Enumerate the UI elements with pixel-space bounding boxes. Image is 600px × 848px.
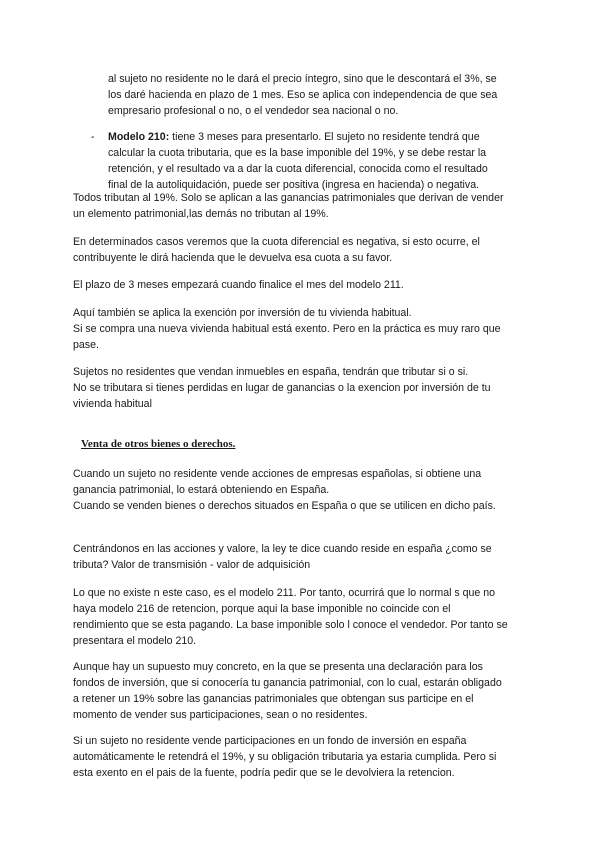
text-line: Si un sujeto no residente vende participaciones en un fondo de inversión en españa <box>73 735 467 747</box>
bullet-bold-label: Modelo 210: <box>108 131 170 143</box>
text-line <box>108 129 533 145</box>
text-line: momento de vender sus participaciones, sean o no residentes. <box>73 709 368 721</box>
paragraph-cuota-diferencial <box>73 234 533 266</box>
continuation-paragraph <box>108 71 533 119</box>
text-line: En determinados casos veremos que la cuota diferencial es negativa, si esto ocurre, el <box>73 236 480 248</box>
text-line: un elemento patrimonial,las demás no tributan al 19%. <box>73 208 329 220</box>
paragraph-centrandonos <box>73 541 533 573</box>
text-line: ganancia patrimonial, lo estará obteniendo en España. <box>73 484 330 496</box>
paragraph-acciones <box>73 466 533 514</box>
section-heading: Venta de otros bienes o derechos. <box>81 438 236 450</box>
text-line: los daré hacienda en plazo de 1 mes. Eso se aplica con independencia de que sea <box>108 89 498 101</box>
text-line: tributa? Valor de transmisión - valor de adquisición <box>73 559 311 571</box>
paragraph-supuesto-fondos <box>73 659 533 723</box>
text-line: retención, y el resultado va a dar la cuota diferencial, conocida como el resultado <box>108 163 488 175</box>
text-line: Cuando se venden bienes o derechos situados en España o que se utilicen en dicho país. <box>73 500 496 512</box>
paragraph-fondo-inversion <box>73 733 533 781</box>
paragraph-exencion <box>73 305 533 353</box>
text-line: Centrándonos en las acciones y valore, la ley te dice cuando reside en españa ¿como se <box>73 543 492 555</box>
text-line: automáticamente le retendrá el 19%, y su obligación tributaria ya estaria cumplida. Pero si <box>73 751 497 763</box>
paragraph-todos-tributan <box>73 190 533 222</box>
paragraph-sujetos-inmuebles <box>73 364 533 412</box>
text-line: El plazo de 3 meses empezará cuando finalice el mes del modelo 211. <box>73 279 404 291</box>
paragraph-plazo <box>73 277 533 293</box>
text-line: fondos de inversión, que si conocería tu ganancia patrimonial, con lo cual, estarán obligado <box>73 677 502 689</box>
text-line: Sujetos no residentes que vendan inmuebles en españa, tendrán que tributar si o si. <box>73 366 469 378</box>
text-line: al sujeto no residente no le dará el precio íntegro, sino que le descontará el 3%, se <box>108 73 497 85</box>
text-span: tiene 3 meses para presentarlo. El sujeto no residente tendrá que <box>169 131 480 143</box>
text-line: No se tributara si tienes perdidas en lugar de ganancias o la exencion por inversión de tu <box>73 382 491 394</box>
text-line: Aunque hay un supuesto muy concreto, en la que se presenta una declaración para los <box>73 661 483 673</box>
text-line: haya modelo 216 de retencion, porque aqui la base imponible no coincide con el <box>73 603 451 615</box>
text-line: Lo que no existe n este caso, es el modelo 211. Por tanto, ocurrirá que lo normal s que no <box>73 587 496 599</box>
text-line: rendimiento que se esta pagando. La base imponible solo l conoce el vendedor. Por tanto se <box>73 619 508 631</box>
text-line: empresario profesional o no, o el vendedor sea nacional o no. <box>108 105 399 117</box>
text-line: Todos tributan al 19%. Solo se aplican a las ganancias patrimoniales que derivan de vender <box>73 192 504 204</box>
text-line: presentara el modelo 210. <box>73 635 197 647</box>
bullet-modelo-210 <box>108 129 533 193</box>
text-line: esta exento en el pais de la fuente, podría pedir que se le devolviera la retencion. <box>73 767 455 779</box>
text-line: a retener un 19% sobre las ganancias patrimoniales que obtengan sus participe en el <box>73 693 474 705</box>
text-line: Si se compra una nueva vivienda habitual está exento. Pero en la práctica es muy raro que <box>73 323 501 335</box>
text-line: vivienda habitual <box>73 398 152 410</box>
paragraph-modelo-211 <box>73 585 533 649</box>
text-line: contribuyente le dirá hacienda que le devuelva esa cuota a su favor. <box>73 252 393 264</box>
bullet-dash: - <box>91 131 95 143</box>
text-line: pase. <box>73 339 99 351</box>
text-line: Cuando un sujeto no residente vende acciones de empresas españolas, si obtiene una <box>73 468 482 480</box>
text-line: Aquí también se aplica la exención por inversión de tu vivienda habitual. <box>73 307 412 319</box>
text-line: final de la autoliquidación, puede ser positiva (ingresa en hacienda) o negativa. <box>108 179 480 191</box>
text-line: calcular la cuota tributaria, que es la base imponible del 19%, y se debe restar la <box>108 147 487 159</box>
